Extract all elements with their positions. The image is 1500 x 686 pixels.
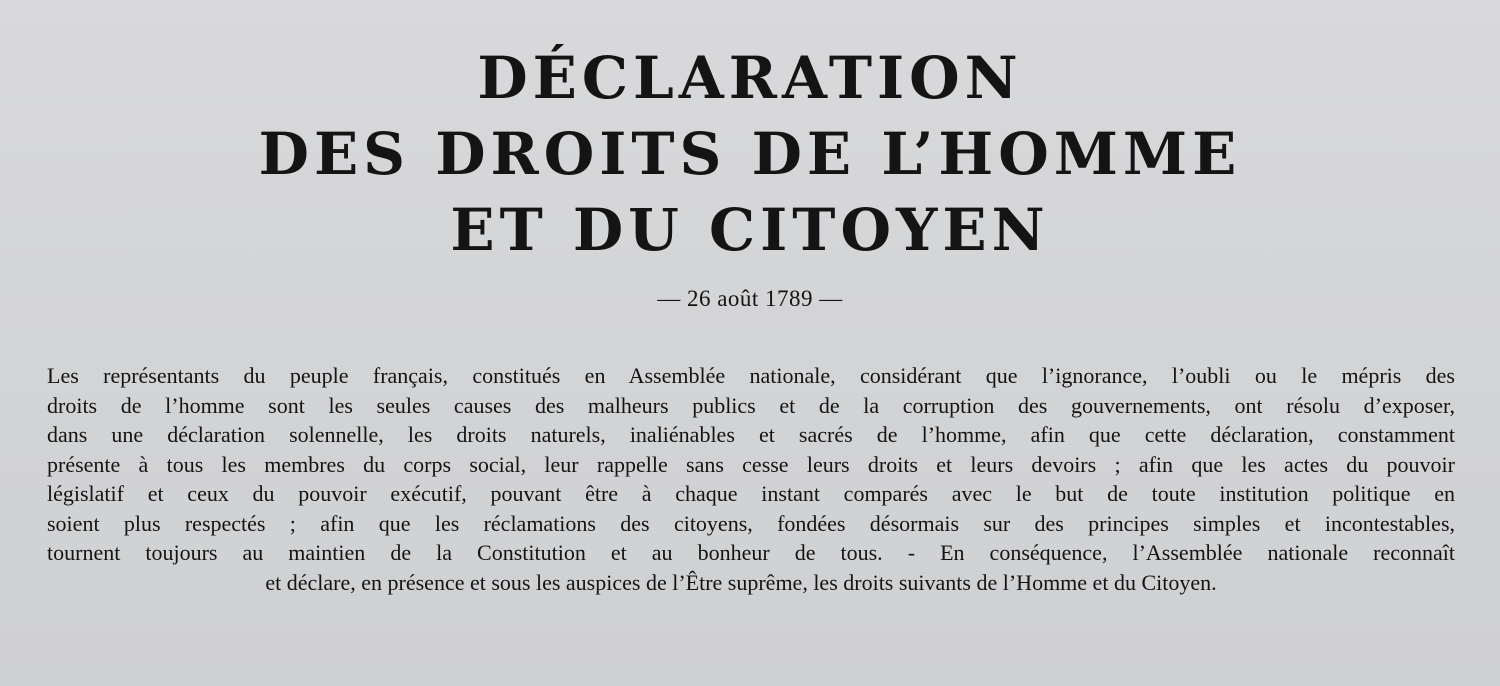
document-date: — 26 août 1789 — [657, 286, 843, 311]
title-line-1: DÉCLARATION [477, 44, 1023, 112]
preamble-line: droits de l’homme sont les seules causes des malheurs publics et de la corruption des gouvernements, ont résolu d’exposer, [47, 392, 1455, 418]
document-title [0, 40, 1500, 268]
preamble-line-last: et déclare, en présence et sous les auspices de l’Être suprême, les droits suivants de l’Homme et du Citoyen. [265, 569, 1217, 595]
preamble-line: tournent toujours au maintien de la Constitution et au bonheur de tous. - En conséquence, l’Assemblée nationale reconnaît [47, 540, 1455, 565]
preamble-line: Les représentants du peuple français, constitués en Assemblée nationale, considérant que l’ignorance, l’oubli ou le mépris des [47, 363, 1455, 388]
preamble-line: présente à tous les membres du corps social, leur rappelle sans cesse leurs droits et leurs devoirs ; afin que les actes du pouvoir [47, 451, 1455, 477]
preamble-line: dans une déclaration solennelle, les droits naturels, inaliénables et sacrés de l’homme, afin que cette déclaration, constamment [47, 422, 1455, 447]
title-line-2: DES DROITS DE L’HOMME [258, 120, 1242, 188]
preamble-paragraph [47, 361, 1455, 597]
preamble-line: législatif et ceux du pouvoir exécutif, pouvant être à chaque instant comparés avec le but de toute institution politique en [47, 481, 1455, 506]
title-line-3: ET DU CITOYEN [450, 196, 1050, 264]
preamble-line: soient plus respectés ; afin que les réclamations des citoyens, fondées désormais sur des principes simples et incontestables, [47, 510, 1455, 536]
